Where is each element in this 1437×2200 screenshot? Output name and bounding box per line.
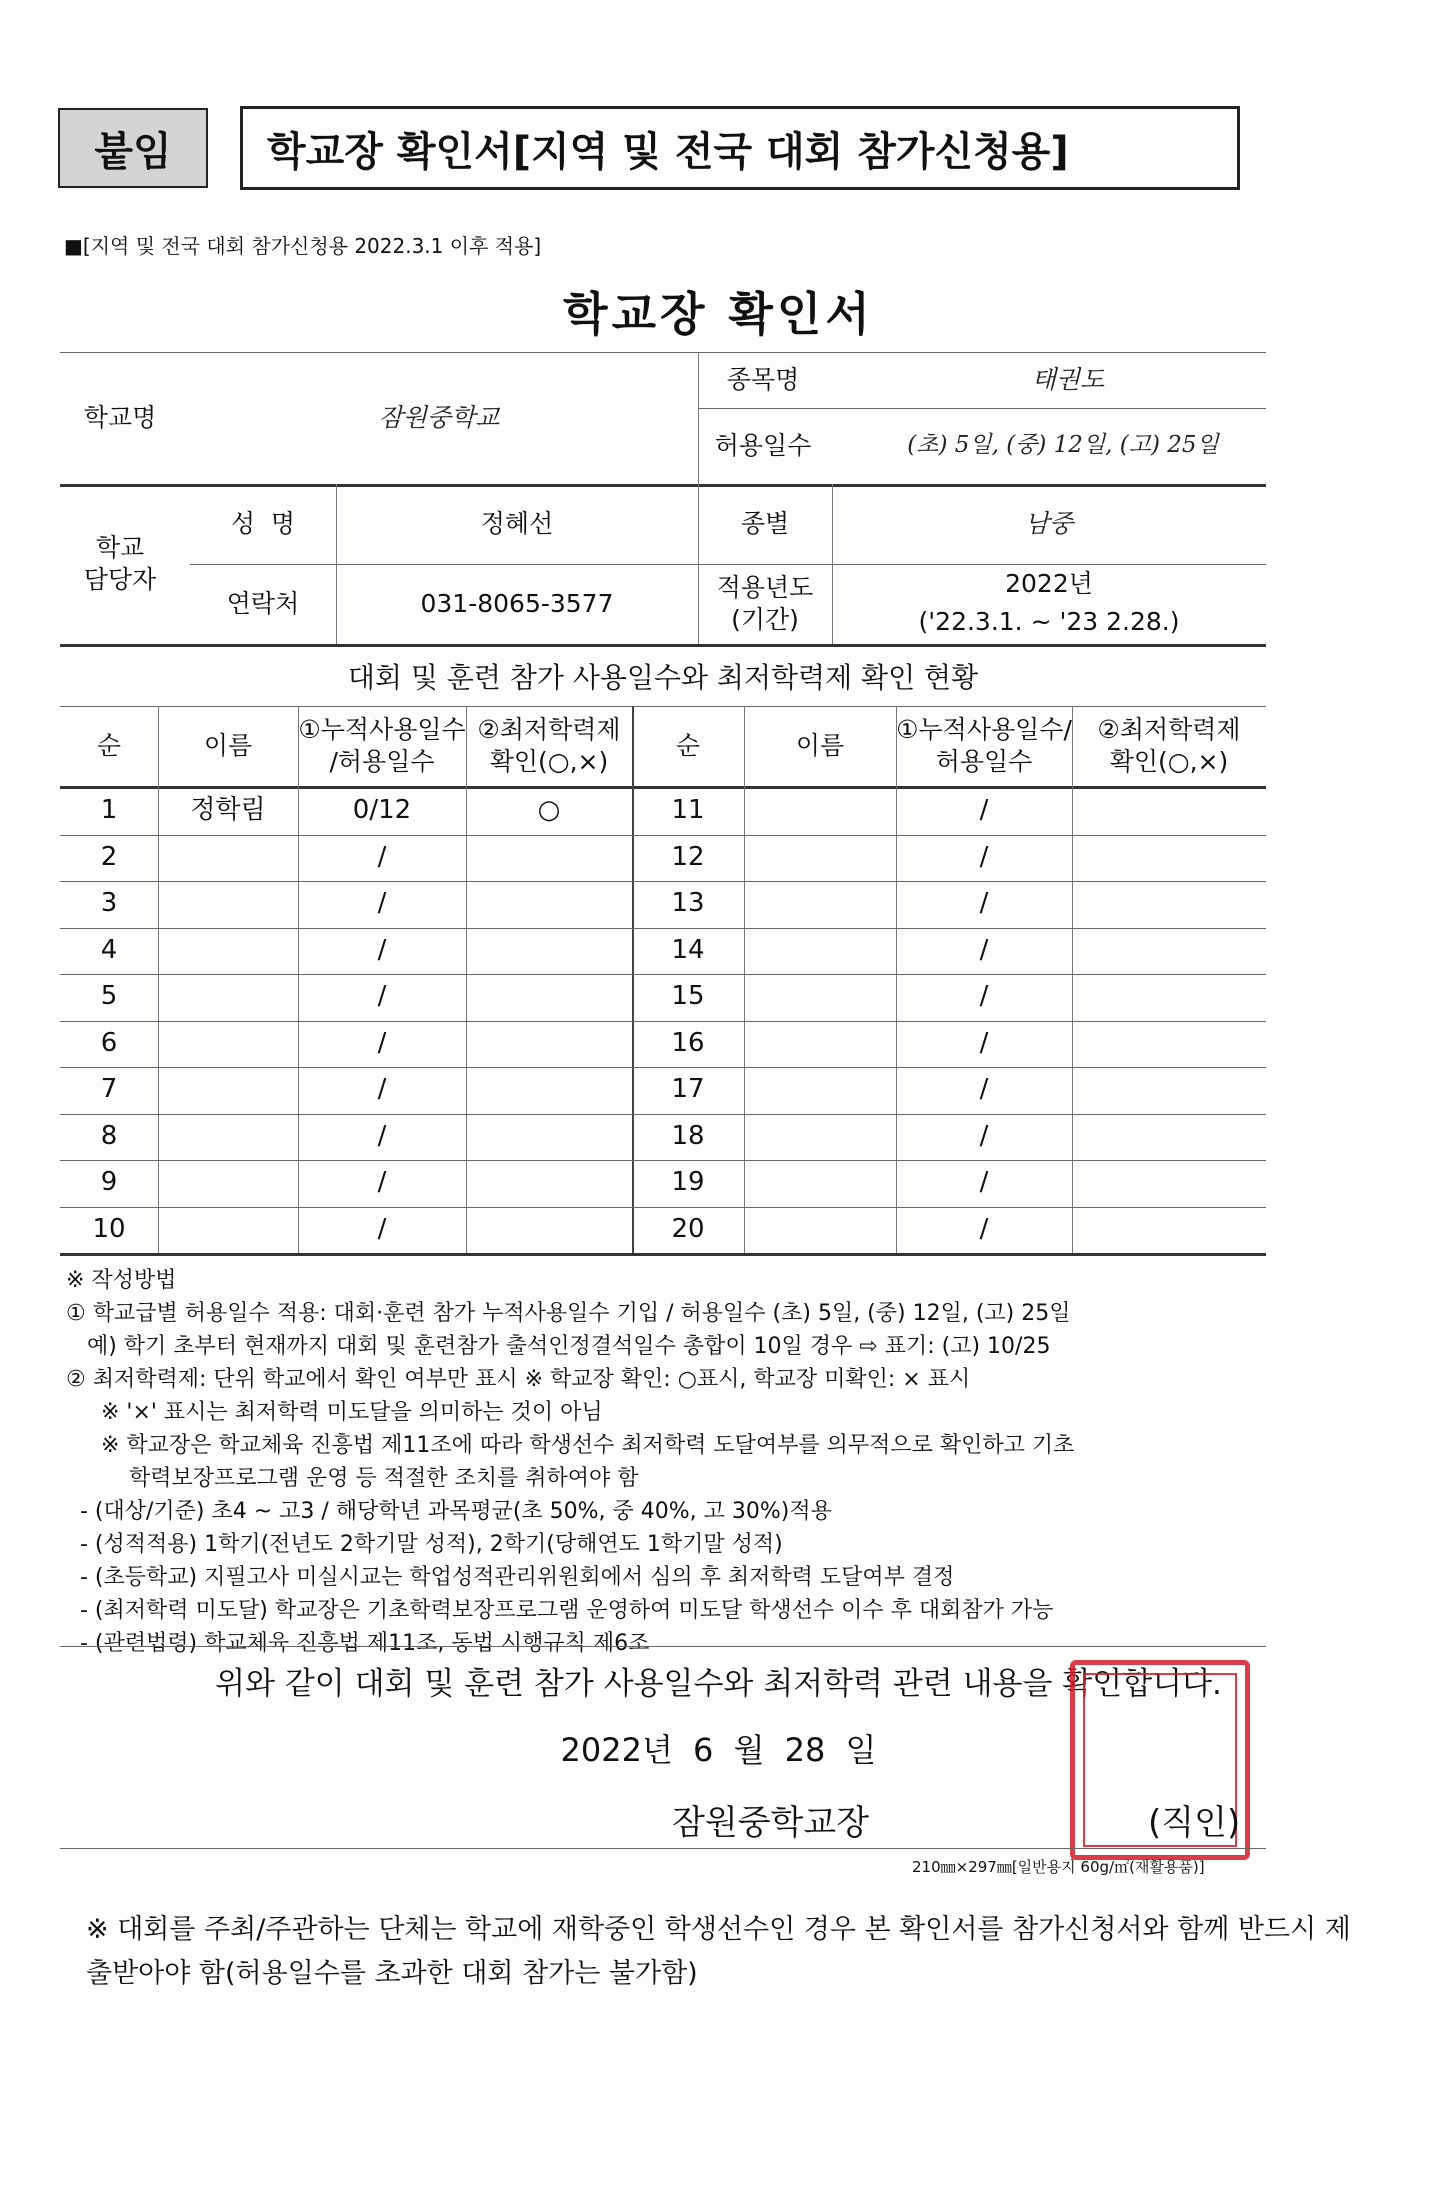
table-cell-min: [466, 835, 632, 882]
instruction-line: ※ '×' 표시는 최저학력 미도달을 의미하는 것이 아님: [66, 1400, 603, 1425]
year-value: 2022년: [1005, 568, 1093, 598]
manager-name-value: 정혜선: [480, 508, 554, 538]
table-cell-min2: [1072, 974, 1266, 1021]
manager-label: 학교 담당자: [83, 532, 157, 594]
table-cell-no2: 17: [671, 1074, 705, 1105]
contact-value: 031-8065-3577: [420, 588, 614, 618]
table-cell-no: 7: [100, 1074, 118, 1105]
instruction-line: ① 학교급별 허용일수 적용: 대회·훈련 참가 누적사용일수 기입 / 허용일수 (초) 5일, (중) 12일, (고) 25일: [66, 1301, 1071, 1326]
table-cell-no2: 11: [671, 795, 705, 826]
table-cell-no2: 18: [671, 1120, 705, 1151]
table-cell-no2: 12: [671, 841, 705, 872]
table-cell-days2: /: [979, 1167, 989, 1198]
table-cell-name2: [744, 1207, 896, 1254]
event-value: 태권도: [1031, 364, 1105, 394]
year-label: 적용년도 (기간): [716, 572, 814, 634]
table-cell-name2: [744, 835, 896, 882]
table-cell-min: [466, 881, 632, 928]
table-cell-min: ○: [537, 795, 561, 826]
footer-notice: ※ 대회를 주최/주관하는 단체는 학교에 재학중인 학생선수인 경우 본 확인서를 참가신청서와 함께 반드시 제출받아야 함(허용일수를 초과한 대회 참가는 불가함): [86, 1914, 1351, 1989]
table-cell-min: [466, 1160, 632, 1207]
instruction-line: ② 최저학력제: 단위 학교에서 확인 여부만 표시 ※ 학교장 확인: ○표시, 학교장 미확인: × 표시: [66, 1367, 971, 1392]
instruction-line: - (관련법령) 학교체육 진흥법 제11조, 동법 시행규칙 제6조: [66, 1631, 650, 1656]
table-cell-min: [466, 1021, 632, 1068]
allowed-days-value: (초) 5일, (중) 12일, (고) 25일: [907, 432, 1219, 459]
table-cell-min2: [1072, 1207, 1266, 1254]
school-name-value: 잠원중학교: [378, 402, 500, 432]
manager-name-label: 성 명: [230, 508, 296, 538]
col-header-name-2: 이름: [795, 730, 845, 760]
table-cell-name2: [744, 928, 896, 975]
table-cell-min: [466, 1207, 632, 1254]
table-cell-no: 1: [100, 795, 118, 826]
instruction-line: ※ 학교장은 학교체육 진흥법 제11조에 따라 학생선수 최저학력 도달여부를 의무적으로 확인하고 기초: [66, 1433, 1075, 1458]
event-label: 종목명: [726, 364, 800, 394]
table-cell-no2: 20: [671, 1213, 705, 1244]
table-cell-name2: [744, 1160, 896, 1207]
table-cell-days2: /: [979, 1120, 989, 1151]
col-header-no: 순: [96, 730, 122, 760]
gender-label: 종별: [740, 508, 790, 538]
table-cell-days: /: [377, 1213, 387, 1244]
table-cell-name2: [744, 1021, 896, 1068]
table-cell-min2: [1072, 1160, 1266, 1207]
table-cell-no: 9: [100, 1167, 118, 1198]
instruction-line: - (초등학교) 지필고사 미실시교는 학업성적관리위원회에서 심의 후 최저학력 도달여부 결정: [66, 1565, 955, 1590]
table-cell-days2: /: [979, 841, 989, 872]
instruction-line: 학력보장프로그램 운영 등 적절한 조치를 취하여야 함: [66, 1466, 639, 1491]
table-cell-no: 3: [100, 888, 118, 919]
table-cell-no: 6: [100, 1027, 118, 1058]
seal-label: (직인): [1148, 1803, 1241, 1843]
table-cell-days2: /: [979, 888, 989, 919]
table-cell-name: 정학림: [190, 795, 266, 826]
table-cell-no: 2: [100, 841, 118, 872]
attachment-tag: 붙임: [58, 108, 208, 188]
table-cell-min2: [1072, 835, 1266, 882]
table-cell-no2: 15: [671, 981, 705, 1012]
table-cell-name: [158, 974, 298, 1021]
principal-title: 잠원중학교장: [672, 1803, 870, 1843]
table-cell-no: 4: [100, 934, 118, 965]
table-cell-name2: [744, 1114, 896, 1161]
table-cell-days2: /: [979, 934, 989, 965]
table-cell-no2: 16: [671, 1027, 705, 1058]
table-cell-name: [158, 1160, 298, 1207]
writing-instructions: [66, 1264, 1286, 1660]
table-cell-name2: [744, 1067, 896, 1114]
table-cell-name: [158, 1207, 298, 1254]
table-cell-no2: 13: [671, 888, 705, 919]
table-cell-min: [466, 974, 632, 1021]
table-cell-no: 8: [100, 1120, 118, 1151]
paper-spec: 210㎜×297㎜[일반용지 60g/㎡(재활용품)]: [912, 1858, 1205, 1876]
allowed-days-label: 허용일수: [714, 430, 812, 460]
table-cell-days: /: [377, 1167, 387, 1198]
table-cell-no: 5: [100, 981, 118, 1012]
table-cell-no2: 19: [671, 1167, 705, 1198]
table-cell-days2: /: [979, 1213, 989, 1244]
header-title: 학교장 확인서[지역 및 전국 대회 참가신청용]: [240, 106, 1240, 190]
col-header-days: ①누적사용일수 /허용일수: [298, 714, 466, 776]
table-cell-no: 10: [92, 1213, 126, 1244]
table-cell-name: [158, 881, 298, 928]
table-cell-name2: [744, 974, 896, 1021]
table-cell-name2: [744, 881, 896, 928]
table-cell-days2: /: [979, 981, 989, 1012]
school-name-label: 학교명: [83, 402, 157, 432]
contact-label: 연락처: [226, 588, 300, 618]
table-cell-min: [466, 928, 632, 975]
table-cell-min: [466, 1067, 632, 1114]
table-cell-min2: [1072, 881, 1266, 928]
table-cell-min2: [1072, 788, 1266, 835]
table-cell-days: /: [377, 841, 387, 872]
table-cell-days: /: [377, 1074, 387, 1105]
table-cell-no2: 14: [671, 934, 705, 965]
col-header-name: 이름: [203, 730, 253, 760]
instruction-line: - (대상/기준) 초4 ~ 고3 / 해당학년 과목평균(초 50%, 중 40%, 고 30%)적용: [66, 1499, 832, 1524]
applicability-note: ■[지역 및 전국 대회 참가신청용 2022.3.1 이후 적용]: [64, 234, 542, 258]
page-title: 학교장 확인서: [563, 287, 874, 341]
col-header-days-2: ①누적사용일수/ 허용일수: [896, 714, 1072, 776]
table-cell-days: /: [377, 1120, 387, 1151]
period-value: ('22.3.1. ~ '23 2.28.): [918, 606, 1180, 636]
table-cell-name: [158, 1021, 298, 1068]
table-cell-min: [466, 1114, 632, 1161]
col-header-min: ②최저학력제 확인(○,×): [477, 714, 621, 776]
table-cell-days: /: [377, 888, 387, 919]
instruction-line: - (최저학력 미도달) 학교장은 기초학력보장프로그램 운영하여 미도달 학생선수 이수 후 대회참가 가능: [66, 1598, 1054, 1623]
col-header-min-2: ②최저학력제 확인(○,×): [1097, 714, 1241, 776]
col-header-no-2: 순: [675, 730, 701, 760]
table-cell-days: /: [377, 934, 387, 965]
table-cell-name: [158, 928, 298, 975]
table-cell-name2: [744, 788, 896, 835]
table-cell-days: /: [377, 1027, 387, 1058]
gender-value: 남중: [1024, 508, 1074, 538]
table-cell-min2: [1072, 1114, 1266, 1161]
instruction-line: - (성적적용) 1학기(전년도 2학기말 성적), 2학기(당해연도 1학기말 성적): [66, 1532, 783, 1557]
table-caption: 대회 및 훈련 참가 사용일수와 최저학력제 확인 현황: [347, 660, 979, 694]
table-cell-name: [158, 835, 298, 882]
table-cell-name: [158, 1114, 298, 1161]
table-cell-days2: /: [979, 795, 989, 826]
instruction-line: 예) 학기 초부터 현재까지 대회 및 훈련참가 출석인정결석일수 총합이 10일 경우 ⇨ 표기: (고) 10/25: [66, 1334, 1051, 1359]
table-cell-days: /: [377, 981, 387, 1012]
table-cell-min2: [1072, 928, 1266, 975]
table-cell-min2: [1072, 1067, 1266, 1114]
table-cell-days2: /: [979, 1074, 989, 1105]
table-cell-days2: /: [979, 1027, 989, 1058]
instruction-line: ※ 작성방법: [66, 1268, 177, 1293]
table-cell-name: [158, 1067, 298, 1114]
table-cell-min2: [1072, 1021, 1266, 1068]
confirmation-statement: 위와 같이 대회 및 훈련 참가 사용일수와 최저학력 관련 내용을 확인합니다.: [215, 1666, 1222, 1702]
confirmation-date: 2022년 6 월 28 일: [560, 1731, 877, 1769]
table-cell-days: 0/12: [352, 795, 412, 826]
